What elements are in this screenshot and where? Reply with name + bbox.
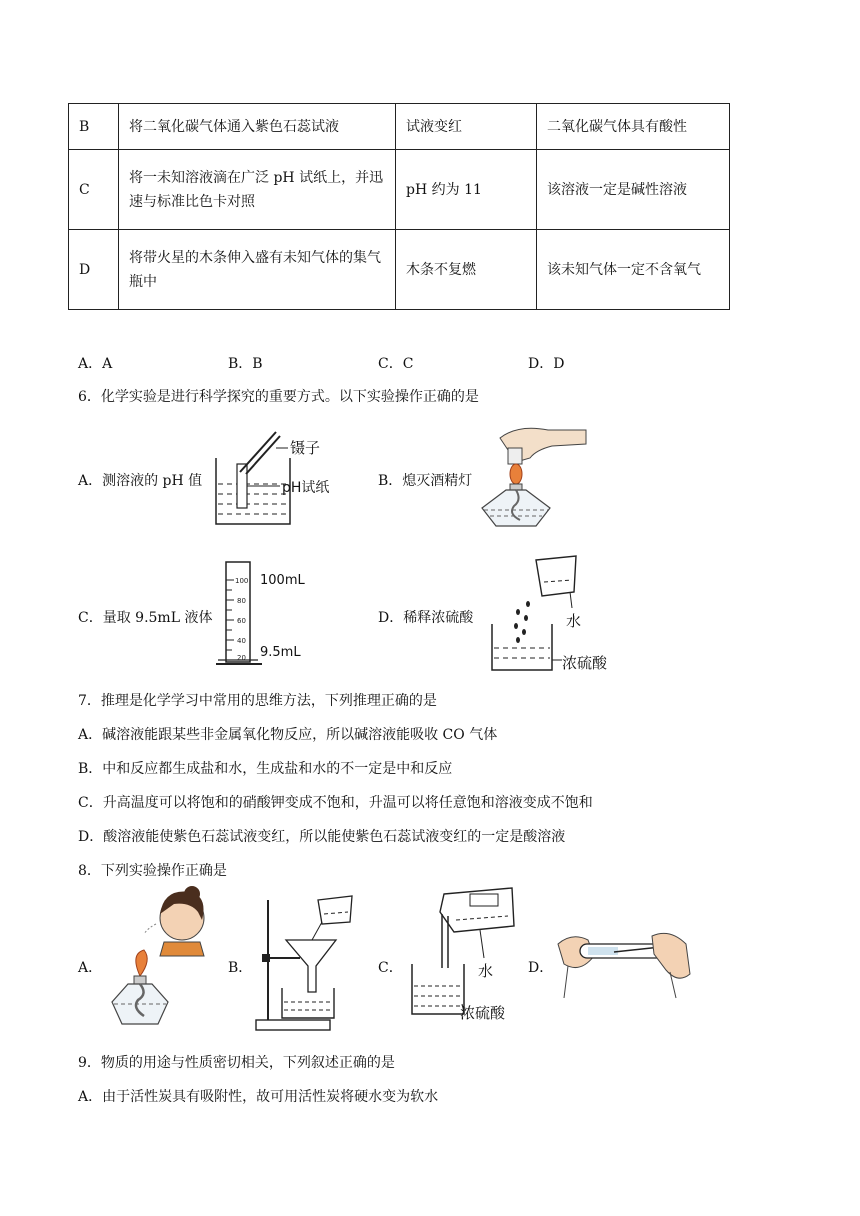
q8-choice-c[interactable]: C． bbox=[378, 960, 403, 976]
question5-table bbox=[68, 103, 730, 310]
q7-stem: 7．推理是化学学习中常用的思维方法，下列推理正确的是 bbox=[78, 693, 437, 709]
row-operation: 将带火星的木条伸入盛有未知气体的集气瓶中 bbox=[119, 230, 396, 310]
table-row bbox=[69, 150, 730, 230]
q6-stem: 6．化学实验是进行科学探究的重要方式。以下实验操作正确的是 bbox=[78, 389, 479, 405]
q5-choice-c[interactable]: C．C bbox=[378, 356, 414, 372]
q6-choice-a[interactable]: A．测溶液的 pH 值 bbox=[78, 473, 203, 489]
row-conclusion: 该未知气体一定不含氧气 bbox=[537, 230, 730, 310]
q9-option-a[interactable]: A．由于活性炭具有吸附性，故可用活性炭将硬水变为软水 bbox=[78, 1089, 439, 1105]
q6-choice-c[interactable]: C．量取 9.5mL 液体 bbox=[78, 610, 213, 626]
capacity-label: 100mL bbox=[260, 573, 305, 588]
water-label: 水 bbox=[478, 962, 494, 980]
q7-option-b[interactable]: B．中和反应都生成盐和水，生成盐和水的不一定是中和反应 bbox=[78, 761, 453, 777]
row-conclusion: 二氧化碳气体具有酸性 bbox=[537, 104, 730, 150]
conc-acid-label: 浓硫酸 bbox=[562, 654, 608, 672]
volume-label: 9.5mL bbox=[260, 645, 301, 660]
q5-choice-b[interactable]: B．B bbox=[228, 356, 263, 372]
q8-choice-d[interactable]: D． bbox=[528, 960, 554, 976]
test-tube-shaking-figure bbox=[554, 922, 694, 1002]
tick-label: 40 bbox=[237, 637, 246, 645]
water-label: 水 bbox=[566, 612, 582, 630]
ph-paper-label: pH试纸 bbox=[282, 480, 330, 496]
tweezers-label: 镊子 bbox=[290, 439, 321, 457]
q5-choice-d[interactable]: D．D bbox=[528, 356, 565, 372]
blowing-lamp-figure bbox=[104, 884, 222, 1036]
graduated-cylinder-figure bbox=[210, 556, 320, 670]
row-phenomenon: pH 约为 11 bbox=[396, 150, 537, 230]
row-letter: B bbox=[69, 104, 119, 150]
q7-option-a[interactable]: A．碱溶液能跟某些非金属氧化物反应，所以碱溶液能吸收 CO 气体 bbox=[78, 727, 498, 743]
q7-option-c[interactable]: C．升高温度可以将饱和的硝酸钾变成不饱和，升温可以将任意饱和溶液变成不饱和 bbox=[78, 795, 593, 811]
dilute-acid-pour-figure bbox=[404, 882, 522, 1024]
tick-label: 100 bbox=[235, 577, 249, 585]
ph-test-beaker-figure bbox=[210, 428, 340, 530]
dilute-acid-figure bbox=[486, 552, 616, 674]
conc-acid-label: 浓硫酸 bbox=[460, 1004, 506, 1022]
row-operation: 将一未知溶液滴在广泛 pH 试纸上，并迅速与标准比色卡对照 bbox=[119, 150, 396, 230]
q8-choice-b[interactable]: B． bbox=[228, 960, 253, 976]
q9-stem: 9．物质的用途与性质密切相关，下列叙述正确的是 bbox=[78, 1055, 395, 1071]
filtration-figure bbox=[252, 892, 360, 1034]
q5-choice-a[interactable]: A．A bbox=[78, 356, 113, 372]
tick-label: 60 bbox=[237, 617, 246, 625]
alcohol-lamp-figure bbox=[470, 422, 590, 530]
q8-stem: 8．下列实验操作正确是 bbox=[78, 863, 227, 879]
q6-choice-b[interactable]: B．熄灭酒精灯 bbox=[378, 473, 473, 489]
q8-choice-a[interactable]: A． bbox=[78, 960, 103, 976]
row-phenomenon: 试液变红 bbox=[396, 104, 537, 150]
table-row bbox=[69, 104, 730, 150]
row-letter: C bbox=[69, 150, 119, 230]
row-operation: 将二氧化碳气体通入紫色石蕊试液 bbox=[119, 104, 396, 150]
tick-label: 20 bbox=[237, 654, 246, 662]
row-letter: D bbox=[69, 230, 119, 310]
table-row bbox=[69, 230, 730, 310]
tick-label: 80 bbox=[237, 597, 246, 605]
q7-option-d[interactable]: D．酸溶液能使紫色石蕊试液变红，所以能使紫色石蕊试液变红的一定是酸溶液 bbox=[78, 829, 566, 845]
q6-choice-d[interactable]: D．稀释浓硫酸 bbox=[378, 610, 474, 626]
row-conclusion: 该溶液一定是碱性溶液 bbox=[537, 150, 730, 230]
row-phenomenon: 木条不复燃 bbox=[396, 230, 537, 310]
